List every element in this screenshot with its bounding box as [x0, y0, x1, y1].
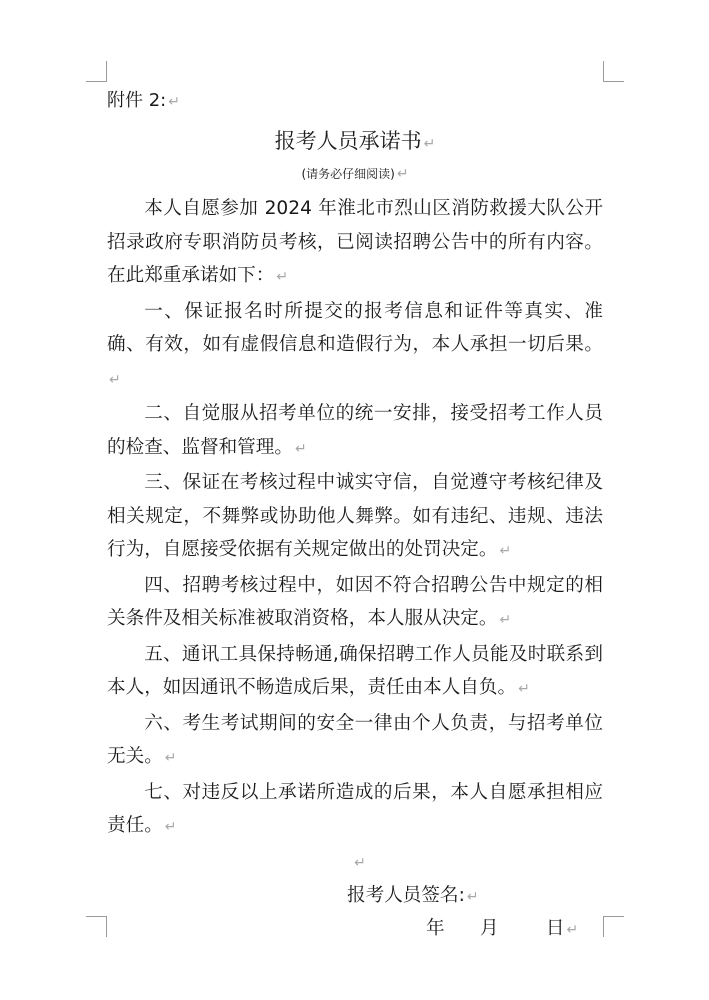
- pledge-item-2: [107, 397, 603, 466]
- pledge-item-3: [107, 466, 603, 569]
- paragraph-mark-icon: ↵: [423, 136, 436, 152]
- page-corner-top-left: [86, 61, 107, 82]
- paragraph-mark-icon: ↵: [499, 612, 512, 628]
- document-subtitle: [107, 164, 603, 184]
- paragraph-mark-icon: ↵: [566, 921, 579, 938]
- signature-line: [107, 879, 603, 912]
- paragraph-mark-icon: ↵: [354, 854, 366, 871]
- paragraph-text: 三、保证在考核过程中诚实守信，自觉遵守考核纪律及相关规定，不舞弊或协助他人舞弊。如有违纪、违规、违法行为，自愿接受依据有关规定做出的处罚决定。: [107, 472, 603, 560]
- page-corner-top-right: [603, 61, 624, 82]
- paragraph-mark-icon: ↵: [164, 750, 177, 766]
- pledge-item-4: [107, 569, 603, 638]
- paragraph-mark-icon: ↵: [109, 371, 121, 388]
- pledge-item-1: [107, 295, 603, 398]
- pledge-item-6: [107, 707, 603, 776]
- paragraph-text: 本人自愿参加 2024 年淮北市烈山区消防救援大队公开招录政府专职消防员考核，已阅读招聘公告中的所有内容。在此郑重承诺如下：: [107, 198, 603, 286]
- date-line-text: 年 月 日: [426, 917, 565, 939]
- paragraph-mark-icon: ↵: [294, 440, 307, 457]
- empty-paragraph: [115, 845, 603, 879]
- document-page: [107, 86, 603, 945]
- document-title: [107, 126, 603, 156]
- document-title-text: 报考人员承诺书: [274, 129, 422, 153]
- paragraph-text: 四、招聘考核过程中，如因不符合招聘公告中规定的相关条件及相关标准被取消资格，本人服从决定。: [107, 574, 603, 629]
- date-line: [107, 912, 603, 945]
- paragraph-text: 二、自觉服从招考单位的统一安排，接受招考工作人员的检查、监督和管理。: [107, 403, 603, 458]
- pledge-item-5: [107, 638, 603, 707]
- pledge-intro: [107, 192, 603, 295]
- document-subtitle-text: (请务必仔细阅读): [301, 167, 395, 181]
- paragraph-mark-icon: ↵: [518, 681, 530, 697]
- pledge-item-7: [107, 776, 603, 845]
- signature-label: 报考人员签名:: [347, 884, 465, 906]
- attachment-label-text: 附件 2:: [107, 90, 167, 111]
- paragraph-mark-icon: ↵: [276, 269, 289, 285]
- paragraph-text: 五、通讯工具保持畅通,确保招聘工作人员能及时联系到本人，如因通讯不畅造成后果，责任由本人自负。: [107, 643, 603, 698]
- page-corner-bottom-right: [603, 916, 624, 937]
- paragraph-text: 六、考生考试期间的安全一律由个人负责，与招考单位无关。: [107, 712, 603, 767]
- paragraph-mark-icon: ↵: [168, 94, 180, 110]
- paragraph-mark-icon: ↵: [466, 888, 479, 905]
- paragraph-mark-icon: ↵: [396, 166, 409, 182]
- paragraph-text: 一、保证报名时所提交的报考信息和证件等真实、准确、有效，如有虚假信息和造假行为，本人承担一切后果。: [107, 300, 603, 355]
- attachment-label: [107, 86, 603, 116]
- page-corner-bottom-left: [86, 916, 107, 937]
- paragraph-mark-icon: ↵: [164, 819, 177, 835]
- pledge-body: [107, 192, 603, 845]
- paragraph-mark-icon: ↵: [499, 543, 512, 559]
- paragraph-text: 七、对违反以上承诺所造成的后果，本人自愿承担相应责任。: [107, 781, 603, 836]
